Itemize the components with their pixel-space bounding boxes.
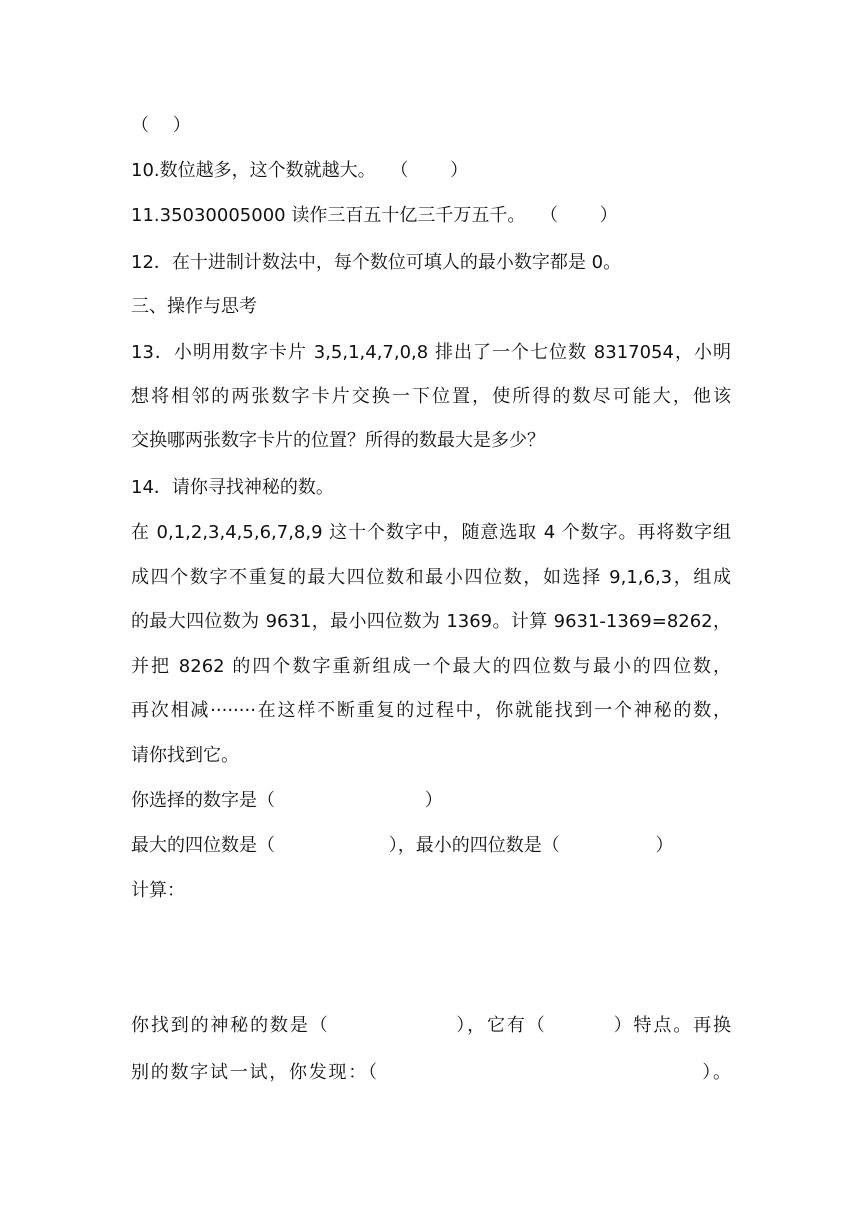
- section-heading-3: 三、操作与思考: [131, 296, 257, 317]
- q9-answer-bracket: （ ）: [131, 115, 191, 136]
- discovery-blank: 别的数字试一试，你发现：（ ）。: [131, 1062, 731, 1083]
- question-14-title: 14．请你寻找神秘的数。: [131, 477, 334, 498]
- max-min-number-blanks: 最大的四位数是（ ），最小的四位数是（ ）: [131, 835, 674, 856]
- question-13-line-1: 13．小明用数字卡片 3,5,1,4,7,0,8 排出了一个七位数 8317054，小明: [131, 342, 731, 363]
- question-14-line-6: 请你找到它。: [131, 745, 239, 766]
- question-14-line-1: 在 0,1,2,3,4,5,6,7,8,9 这十个数字中，随意选取 4 个数字。再将数字组: [131, 522, 731, 543]
- question-14-line-3: 的最大四位数为 9631，最小四位数为 1369。计算 9631-1369=8262，: [131, 611, 731, 632]
- question-10: 10.数位越多，这个数就越大。 （ ）: [131, 160, 469, 181]
- mystery-number-blank: 你找到的神秘的数是（ ），它有（ ）特点。再换: [131, 1015, 731, 1036]
- question-12: 12．在十进制计数法中，每个数位可填人的最小数字都是 0。: [131, 252, 622, 273]
- question-11: 11.35030005000 读作三百五十亿三千万五千。 （ ）: [131, 205, 618, 226]
- question-14-line-5: 再次相减········在这样不断重复的过程中，你就能找到一个神秘的数，: [131, 700, 731, 721]
- calculation-label: 计算：: [131, 880, 185, 901]
- question-13-line-3: 交换哪两张数字卡片的位置？所得的数最大是多少？: [131, 430, 545, 451]
- question-13-line-2: 想将相邻的两张数字卡片交换一下位置，使所得的数尽可能大，他该: [131, 386, 731, 407]
- question-14-line-4: 并把 8262 的四个数字重新组成一个最大的四位数与最小的四位数，: [131, 656, 731, 677]
- question-14-line-2: 成四个数字不重复的最大四位数和最小四位数，如选择 9,1,6,3，组成: [131, 567, 731, 588]
- chosen-digits-blank: 你选择的数字是（ ）: [131, 790, 443, 811]
